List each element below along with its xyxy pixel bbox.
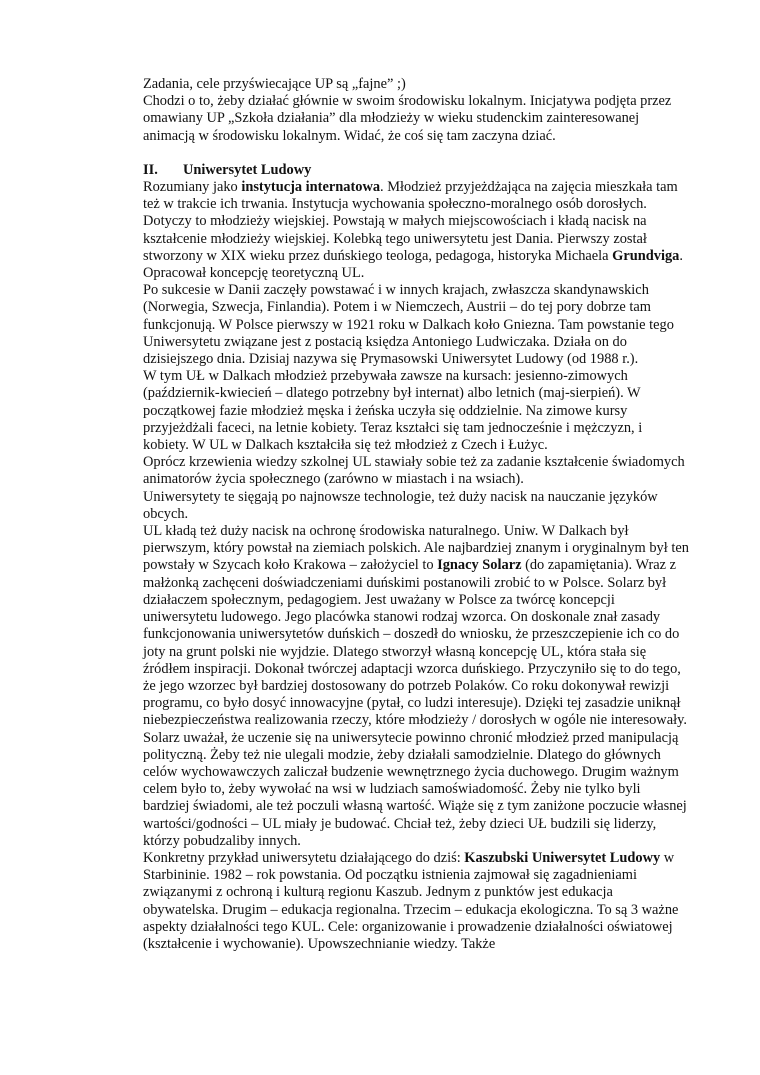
bold-name: Grundviga (612, 247, 680, 264)
text-run: Rozumiany jako (143, 179, 242, 196)
text-run: . Opracował koncepcję teoretyczną UL. (143, 247, 683, 282)
section-title: Uniwersytet Ludowy (183, 161, 312, 178)
section-heading (143, 162, 689, 179)
paragraph-solarz (143, 523, 689, 850)
paragraph-definition (143, 179, 689, 282)
bold-term: instytucja internatowa (241, 179, 381, 196)
paragraph-dalki: W tym UŁ w Dalkach młodzież przebywała zawsze na kursach: jesienno-zimowych (październik-kwiecień – dlatego potrzebny był internat) albo letnich (maj-sierpień). W początkowej fazie młodzież męska i żeńska uczyła się oddzielnie. Na zimowe kursy przyjeżdżali faceci, na letnie kobiety. Teraz kształci się tam jednocześnie i mężczyzn, i kobiety. W UL w Dalkach kształciła się też młodzież z Czech i Łużyc. (143, 368, 643, 454)
text-run: . Młodzież przyjeżdżająca na zajęcia mieszkała tam też w trakcie ich trwania. Instytucja wychowania społeczno-moralnego osób dorosłych. Dotyczy to młodzieży wiejskiej. Powstają w małych miejscowościach i kładą nacisk na kształcenie młodzieży wiejskiej. Kolebką tego uniwersytetu jest Dania. Pierwszy został stworzony w XIX wieku przez duńskiego teologa, pedagoga, historyka Michaela (143, 179, 678, 264)
bold-name: Ignacy Solarz (437, 557, 522, 574)
section-number: II. (143, 161, 158, 178)
document-page (143, 76, 689, 953)
paragraph-history: Po sukcesie w Danii zaczęły powstawać i w innych krajach, zwłaszcza skandynawskich (Norwegia, Szwecja, Finlandia). Potem i w Niemczech, Austrii – do tej pory dobrze tam funkcjonują. W Polsce pierwszy w 1921 roku w Dalkach koło Gniezna. Tam powstanie tego Uniwersytetu związane jest z postacią księdza Antoniego Ludwiczaka. Działa on do dzisiejszego dnia. Dzisiaj nazywa się Prymasowski Uniwersytet Ludowy (od 1988 r.). (143, 282, 674, 368)
paragraph-animators: Oprócz krzewienia wiedzy szkolnej UL stawiały sobie też za zadanie kształcenie świadomych animatorów życia społecznego (zarówno w miastach i na wsiach). (143, 454, 685, 488)
paragraph-kaszubski (143, 850, 689, 953)
paragraph-technologies: Uniwersytety te sięgają po najnowsze technologie, też duży nacisk na nauczanie języków obcych. (143, 488, 658, 522)
text-run: w Starbininie. 1982 – rok powstania. Od początku istnienia zajmował się zagadnieniami związanymi z ochroną i kulturą regionu Kaszub. Jednym z punktów jest edukacja obywatelska. Drugim – edukacja regionalna. Trzecim – edukacja ekologiczna. To są 3 ważne aspekty działalności tego KUL. Cele: organizowanie i prowadzenie działalności oświatowej (kształcenie i wychowanie). Upowszechnianie wiedzy. Także (143, 849, 679, 952)
intro-paragraph-2: Chodzi o to, żeby działać głównie w swoim środowisku lokalnym. Inicjatywa podjęta przez omawiany UP „Szkoła działania” dla młodzieży w wieku studenckim zainteresowanej animacją w środowisku lokalnym. Widać, że coś się tam zaczyna dziać. (143, 93, 672, 144)
text-run: UL kładą też duży nacisk na ochronę środowiska naturalnego. Uniw. W Dalkach był pierwszym, który powstał na ziemiach polskich. Ale najbardziej znanym i oryginalnym był ten powstały w Szycach koło Krakowa – założyciel to (143, 523, 689, 574)
blank-line (143, 145, 689, 162)
text-run: Konkretny przykład uniwersytetu działającego do dziś: (143, 849, 465, 866)
intro-paragraph-1: Zadania, cele przyświecające UP są „fajne” ;) (143, 76, 406, 92)
bold-name: Kaszubski Uniwersytet Ludowy (464, 849, 661, 866)
text-run: (do zapamiętania). Wraz z małżonką zachęceni doświadczeniami duńskimi postanowili zrobić to w Polsce. Solarz był działaczem społecznym, pedagogiem. Jest uważany w Polsce za twórcę koncepcji uniwersytetu ludowego. Jego placówka stanowi rodzaj wzorca. On doskonale znał zasady funkcjonowania uniwersytetów duńskich – doszedł do wniosku, że przeszczepienie ich co do joty na grunt polski nie wyjdzie. Dlatego stworzył własną koncepcję UL, która stała się źródłem inspiracji. Dokonał twórczej adaptacji wzorca duńskiego. Przyczyniło się to do tego, że jego wzorzec był bardziej dostosowany do potrzeb Polaków. Co roku dokonywał rewizji programu, co było dosyć innowacyjne (pytał, co ludzi interesuje). Dzięki tej zasadzie uniknął niebezpieczeństwa realizowania rzeczy, które młodzieży / dorosłych w ogóle nie interesowały. Solarz uważał, że uczenie się na uniwersytecie powinno chronić młodzież przed manipulacją polityczną. Żeby też nie ulegali modzie, żeby działali samodzielnie. Dlatego do głównych celów wychowawczych zaliczał budzenie wewnętrznego życia duchowego. Drugim ważnym celem było to, żeby wywołać na wsi w ludziach samoświadomość. Żeby nie tylko byli bardziej świadomi, ale też poczuli własną wartość. Wiąże się z tym zaniżone poczucie własnej wartości/godności – UL miały je budować. Chciał też, żeby dzieci UŁ budzili się liderzy, którzy pobudzaliby innych. (143, 557, 687, 849)
